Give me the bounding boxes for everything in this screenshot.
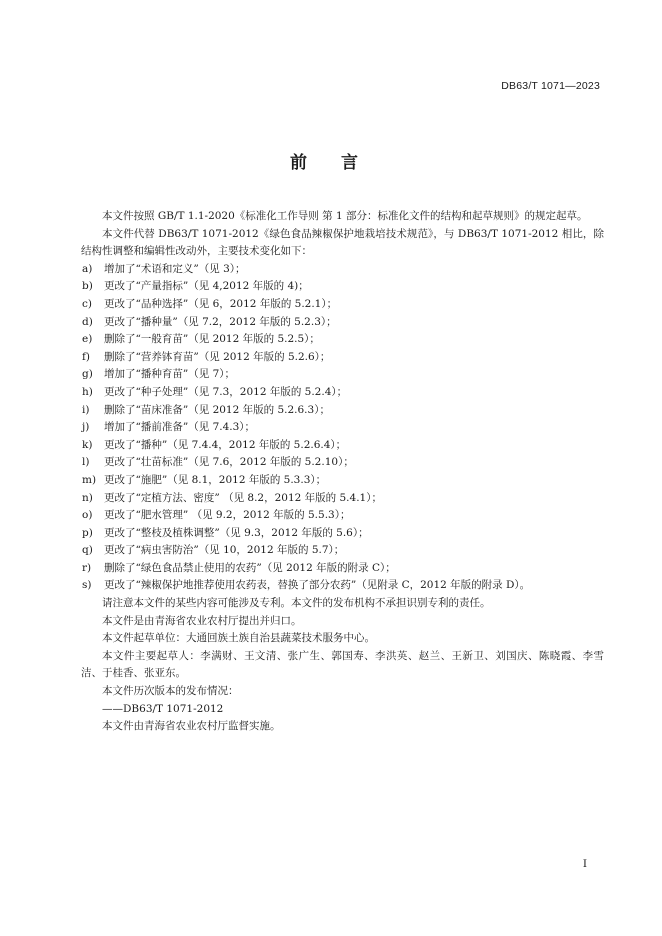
- list-item: [81, 296, 604, 314]
- list-mark: s): [82, 579, 92, 592]
- list-item: [81, 384, 604, 402]
- paragraph: 本文件是由青海省农业农村厅提出并归口。: [102, 614, 302, 627]
- list-text: 删除了“苗床准备”（见 2012 年版的 5.2.6.3）；: [104, 403, 330, 416]
- list-item: [81, 419, 604, 437]
- list-mark: o): [82, 509, 93, 522]
- list-mark: l): [82, 456, 90, 469]
- paragraph: 本文件由青海省农业农村厅监督实施。: [102, 720, 281, 733]
- list-item: [81, 542, 604, 560]
- list-item: [81, 560, 604, 578]
- body-text: [81, 208, 604, 736]
- list-mark: e): [82, 333, 93, 346]
- list-mark: m): [82, 473, 97, 486]
- list-item: [81, 314, 604, 332]
- list-text: 增加了“播前准备”（见 7.4.3）；: [104, 421, 256, 434]
- list-item: [81, 437, 604, 455]
- list-item: [81, 577, 604, 595]
- list-text: 更改了“辣椒保护地推荐使用农药表，替换了部分农药”（见附录 C，2012 年版的附录 D）。: [104, 579, 531, 592]
- list-text: 更改了“种子处理”（见 7.3，2012 年版的 5.2.4）；: [104, 385, 348, 398]
- list-text: 增加了“术语和定义”（见 3）；: [104, 262, 246, 275]
- paragraph: ——DB63/T 1071-2012: [102, 702, 224, 715]
- list-mark: i): [82, 403, 90, 416]
- list-text: 删除了“一般育苗”（见 2012 年版的 5.2.5）；: [104, 333, 320, 346]
- list-mark: q): [82, 544, 93, 557]
- changes-list: [81, 261, 604, 595]
- list-text: 更改了“壮苗标准”（见 7.6，2012 年版的 5.2.10）；: [104, 456, 354, 469]
- list-item: [81, 366, 604, 384]
- list-item: [81, 331, 604, 349]
- list-item: [81, 349, 604, 367]
- list-text: 更改了“施肥”（见 8.1，2012 年版的 5.3.3）；: [104, 473, 327, 486]
- paragraph: 本文件历次版本的发布情况：: [102, 685, 239, 698]
- list-item: [81, 472, 604, 490]
- list-mark: d): [82, 315, 93, 328]
- list-item: [81, 507, 604, 525]
- header-code: DB63/T 1071—2023: [501, 80, 600, 92]
- list-text: 增加了“播种育苗”（见 7）；: [104, 368, 236, 381]
- list-text: 更改了“产量指标”（见 4,2012 年版的 4)；: [104, 280, 309, 293]
- list-text: 删除了“营养钵育苗”（见 2012 年版的 5.2.6）；: [104, 350, 331, 363]
- list-text: 更改了“品种选择”（见 6，2012 年版的 5.2.1）；: [104, 297, 338, 310]
- list-text: 删除了“绿色食品禁止使用的农药”（见 2012 年版的附录 C）；: [104, 561, 396, 574]
- paragraph: 请注意本文件的某些内容可能涉及专利。本文件的发布机构不承担识别专利的责任。: [102, 597, 491, 610]
- list-mark: f): [82, 350, 90, 363]
- paragraph: 本文件代替 DB63/T 1071-2012《绿色食品辣椒保护地栽培技术规范》，与 DB63/T 1071-2012 相比，除结构性调整和编辑性改动外，主要技术变化如下：: [81, 227, 604, 258]
- list-mark: p): [82, 526, 93, 539]
- list-mark: r): [82, 561, 92, 574]
- list-item: [81, 454, 604, 472]
- list-item: [81, 525, 604, 543]
- list-item: [81, 261, 604, 279]
- paragraph: 本文件按照 GB/T 1.1-2020《标准化工作导则 第 1 部分：标准化文件的结构和起草规则》的规定起草。: [102, 210, 588, 222]
- list-item: [81, 278, 604, 296]
- list-mark: n): [82, 491, 93, 504]
- page-number: I: [582, 858, 587, 870]
- list-mark: g): [82, 368, 93, 381]
- list-mark: h): [82, 385, 93, 398]
- list-mark: k): [82, 438, 93, 451]
- list-mark: a): [82, 262, 93, 275]
- list-text: 更改了“病虫害防治”（见 10，2012 年版的 5.7）；: [104, 544, 345, 557]
- list-mark: j): [82, 421, 90, 434]
- list-text: 更改了“播种”（见 7.4.4，2012 年版的 5.2.6.4）；: [104, 438, 347, 451]
- paragraph: 本文件主要起草人：李满财、王文清、张广生、郭国寿、李洪英、赵兰、王新卫、刘国庆、陈晓霞、李雪洁、于桂香、张亚东。: [81, 649, 604, 680]
- list-text: 更改了“播种量”（见 7.2，2012 年版的 5.2.3）；: [104, 315, 337, 328]
- list-mark: c): [82, 297, 92, 310]
- page-title: 前 言: [290, 153, 372, 173]
- list-text: 更改了“整枝及植株调整”（见 9.3，2012 年版的 5.6）；: [104, 526, 369, 539]
- list-text: 更改了“肥水管理” （见 9.2，2012 年版的 5.5.3）；: [104, 509, 351, 522]
- list-text: 更改了“定植方法、密度” （见 8.2，2012 年版的 5.4.1）；: [104, 491, 382, 504]
- list-mark: b): [82, 280, 93, 293]
- list-item: [81, 402, 604, 420]
- list-item: [81, 490, 604, 508]
- paragraph: 本文件起草单位：大通回族土族自治县蔬菜技术服务中心。: [102, 632, 375, 645]
